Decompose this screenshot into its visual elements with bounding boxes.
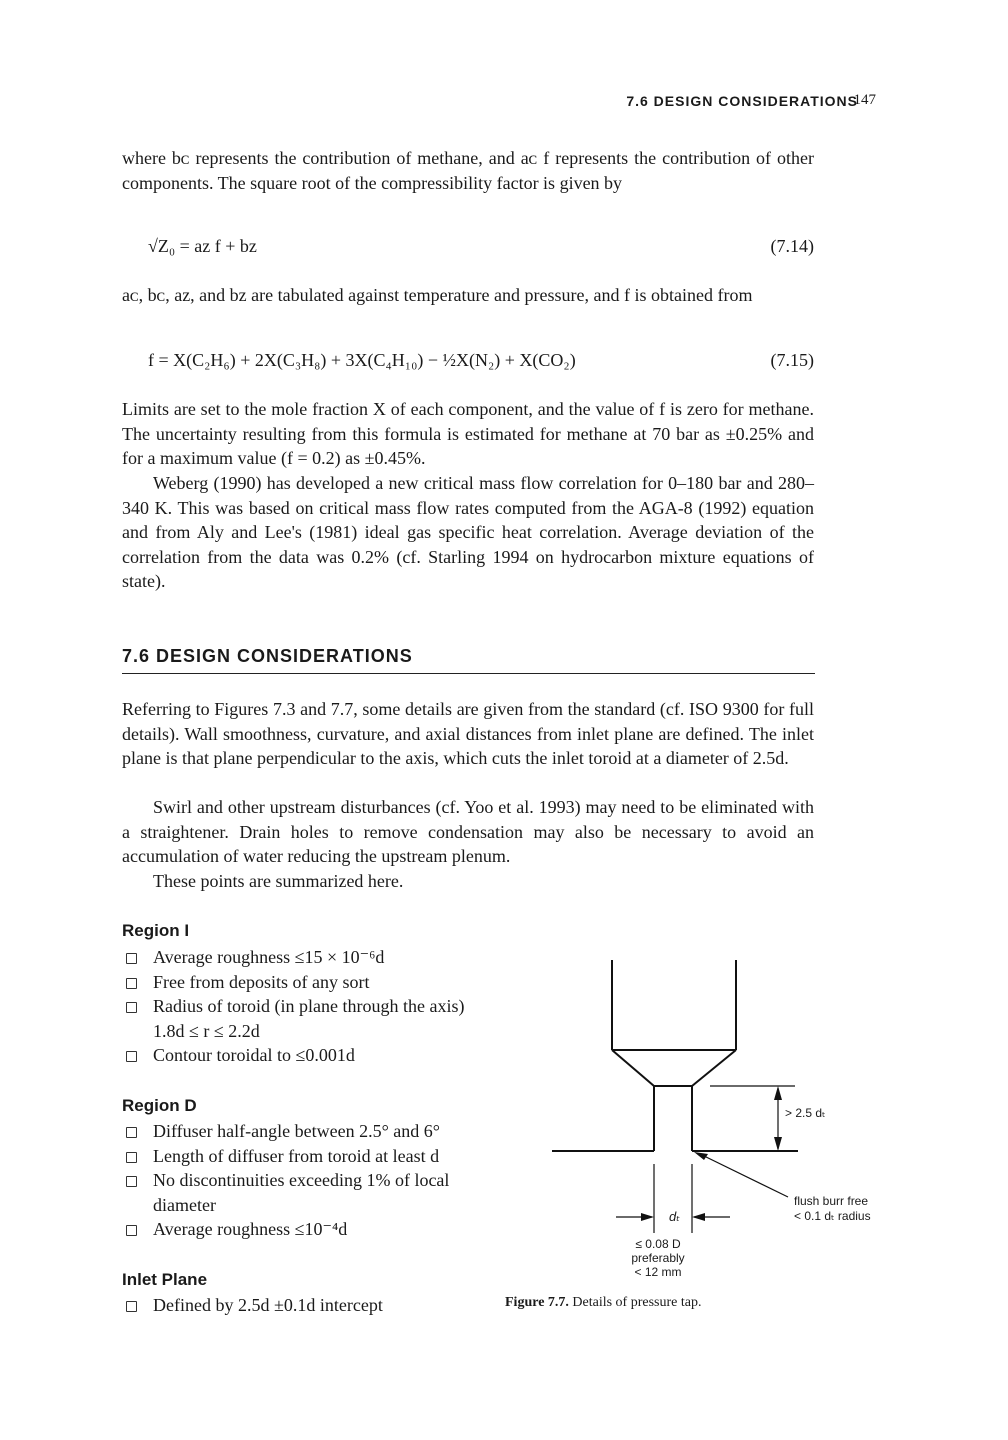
pressure-tap-diagram	[540, 955, 900, 1295]
list-item: Free from deposits of any sort	[122, 970, 492, 995]
equation-7-15: f = X(C₂H₆) + 2X(C₃H₈) + 3X(C₄H₁₀) − ½X(N₂) + X(CO₂)	[148, 350, 576, 370]
list-item: Length of diffuser from toroid at least d	[122, 1144, 492, 1169]
label-diameter-limit: ≤ 0.08 D preferably < 12 mm	[631, 1237, 685, 1279]
list-item: Radius of toroid (in plane through the axis) 1.8d ≤ r ≤ 2.2d	[122, 994, 492, 1043]
equation-7-14: √Z₀ = aᴢ f + bᴢ	[148, 236, 257, 256]
equation-number-7-15: (7.15)	[770, 350, 814, 370]
list-item: Diffuser half-angle between 2.5° and 6°	[122, 1119, 492, 1144]
checkbox-icon	[126, 1225, 137, 1236]
checkbox-icon	[126, 953, 137, 964]
inlet-plane-heading: Inlet Plane	[122, 1270, 208, 1289]
arrow-down-icon	[774, 1137, 782, 1151]
equation-number-7-14: (7.14)	[770, 236, 814, 256]
checkbox-icon	[126, 1176, 137, 1187]
checkbox-icon	[126, 1002, 137, 1013]
arrow-leader-icon	[694, 1152, 708, 1160]
intro-paragraph: where bᴄ represents the contribution of methane, and aᴄ f represents the contribution of other components. The square root of the compressibility factor is given by	[122, 148, 814, 193]
section-paragraph-2: Swirl and other upstream disturbances (cf. Yoo et al. 1993) may need to be eliminated with a straightener. Drain holes to remove condensation may also be necessary to avoid an accumulation of water reducing the upstream plenum.	[122, 797, 814, 866]
region-i-heading: Region I	[122, 921, 190, 940]
region-d-heading: Region D	[122, 1096, 197, 1115]
list-item: Average roughness ≤15 × 10⁻⁶d	[122, 945, 492, 970]
figure-caption	[505, 1295, 701, 1311]
list-item: Defined by 2.5d ±0.1d intercept	[122, 1293, 492, 1318]
checkbox-icon	[126, 1051, 137, 1062]
arrow-right-icon	[641, 1213, 654, 1221]
funnel-left	[612, 1050, 654, 1086]
list-item: Average roughness ≤10⁻⁴d	[122, 1217, 492, 1242]
arrow-up-icon	[774, 1086, 782, 1100]
section-heading: 7.6 DESIGN CONSIDERATIONS	[122, 646, 815, 674]
label-min-distance: > 2.5 dₜ	[785, 1106, 826, 1120]
page-number: 147	[853, 92, 876, 108]
label-flush-burr: flush burr free < 0.1 dₜ radius	[794, 1194, 871, 1223]
inlet-plane-list	[122, 1293, 492, 1318]
region-d-list	[122, 1119, 492, 1242]
weberg-paragraph: Weberg (1990) has developed a new critical mass flow correlation for 0–180 bar and 280–340 K. This was based on critical mass flow rates computed from the AGA-8 (1992) equation and from Aly and Lee's (1981) ideal gas specific heat correlation. Average deviation of the correlation from the data was 0.2% (cf. Starling 1994 on hydrocarbon mixture equations of state).	[122, 473, 814, 591]
funnel-right	[692, 1050, 736, 1086]
label-dt: dₜ	[669, 1209, 681, 1224]
section-paragraph-3: These points are summarized here.	[153, 871, 404, 891]
limits-paragraph: Limits are set to the mole fraction X of each component, and the value of f is zero for methane. The uncertainty resulting from this formula is estimated for methane at 70 bar as ±0.25% and for a maximum value (f = 0.2) as ±0.45%.	[122, 399, 814, 468]
checkbox-icon	[126, 978, 137, 989]
figure-caption-text: Details of pressure tap.	[572, 1295, 702, 1310]
list-item: No discontinuities exceeding 1% of local diameter	[122, 1168, 492, 1217]
section-paragraph-1: Referring to Figures 7.3 and 7.7, some details are given from the standard (cf. ISO 9300 for full details). Wall smoothness, curvature, and axial distances from inlet plane are defined. The inlet plane is that plane perpendicular to the axis, which cuts the inlet toroid at a diameter of 2.5d.	[122, 699, 814, 768]
coefficients-paragraph: aᴄ, bᴄ, aᴢ, and bᴢ are tabulated against temperature and pressure, and f is obtained from	[122, 285, 753, 305]
figure-caption-label: Figure 7.7.	[505, 1295, 569, 1310]
leader-line	[700, 1154, 788, 1197]
arrow-left-icon	[692, 1213, 705, 1221]
region-i-list	[122, 945, 492, 1068]
checkbox-icon	[126, 1301, 137, 1312]
checkbox-icon	[126, 1127, 137, 1138]
running-header: 7.6 DESIGN CONSIDERATIONS	[626, 93, 858, 109]
checkbox-icon	[126, 1152, 137, 1163]
list-item: Contour toroidal to ≤0.001d	[122, 1043, 492, 1068]
